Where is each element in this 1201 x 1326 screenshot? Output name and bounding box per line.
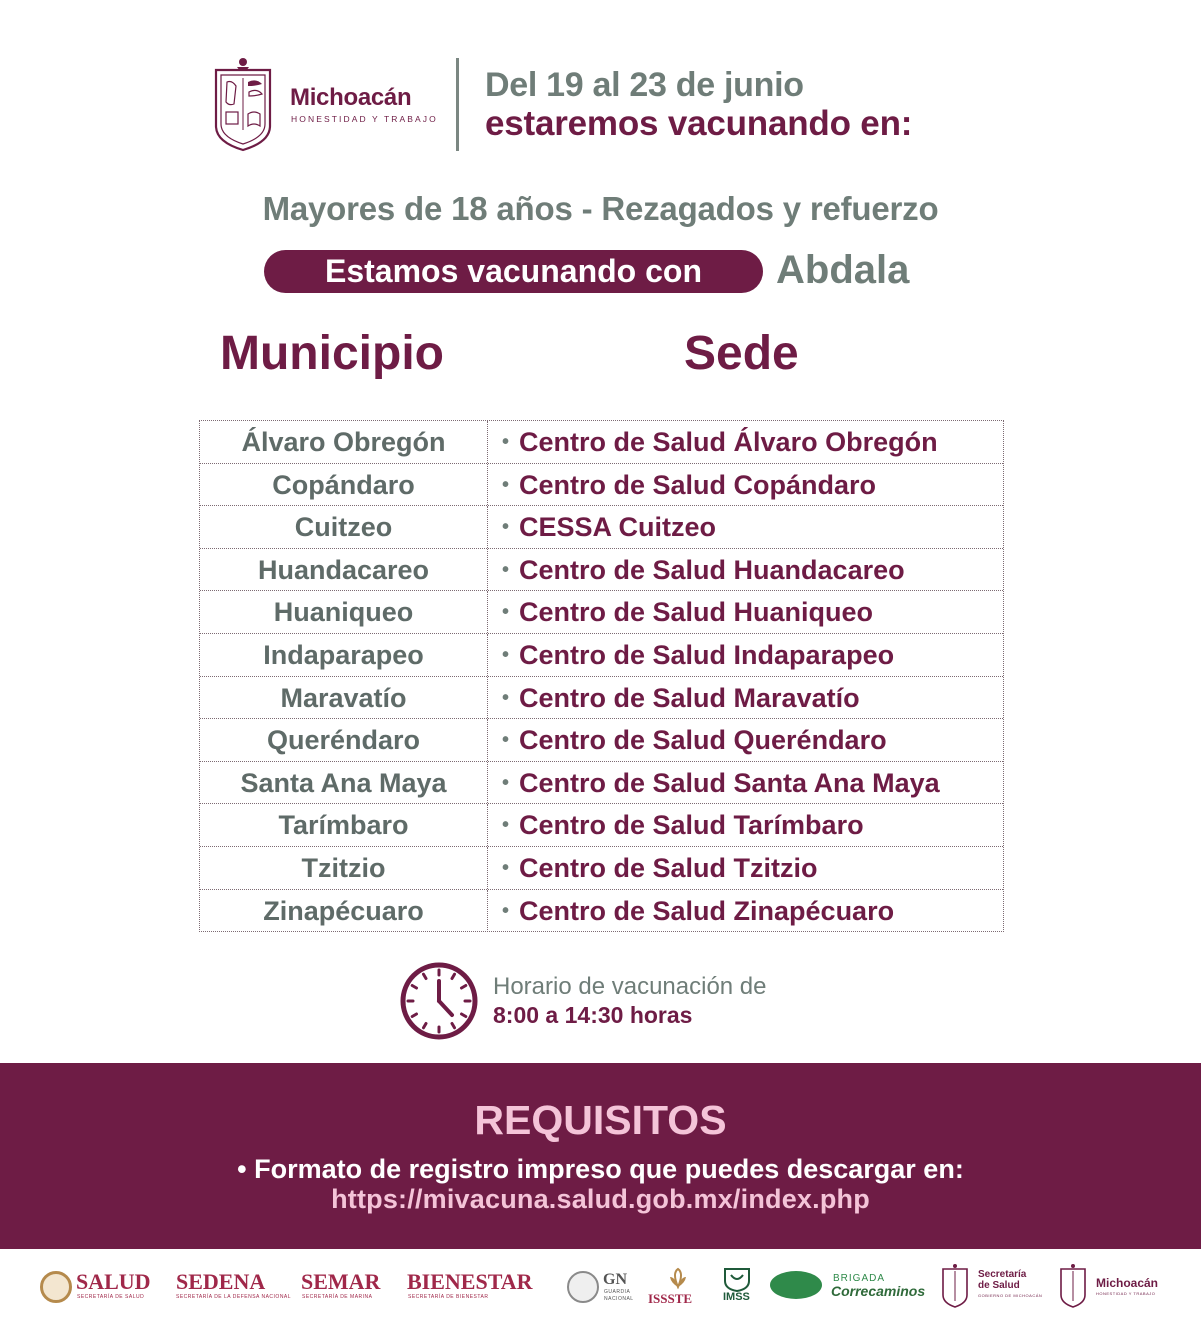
sede-text: CESSA Cuitzeo	[519, 512, 717, 543]
logo-salud-sub: SECRETARÍA DE SALUD	[77, 1294, 145, 1300]
sede-cell	[488, 762, 1003, 804]
logo-sedena: SEDENA	[176, 1269, 266, 1294]
sede-cell	[488, 591, 1003, 633]
brand-motto: HONESTIDAD Y TRABAJO	[291, 114, 438, 124]
sede-cell	[488, 719, 1003, 761]
bullet: •	[502, 729, 510, 752]
sede-cell	[488, 890, 1003, 933]
sede-text: Centro de Salud Indaparapeo	[519, 640, 895, 670]
michoacan-crest-icon	[212, 56, 274, 152]
municipio-cell: Copándaro	[200, 464, 488, 506]
secretaria-salud-crest-icon	[941, 1263, 969, 1309]
sede-cell	[488, 421, 1003, 463]
mexico-seal-icon	[40, 1271, 72, 1303]
logo-sedena-sub: SECRETARÍA DE LA DEFENSA NACIONAL	[176, 1294, 292, 1300]
logo-brigada: BRIGADA	[833, 1273, 886, 1284]
bullet: •	[502, 857, 510, 879]
guardia-nacional-icon	[567, 1271, 599, 1303]
sede-text: Centro de Salud Copándaro	[519, 469, 877, 500]
bullet: •	[502, 516, 510, 539]
brand-name: Michoacán	[290, 84, 412, 111]
table-row	[200, 506, 1003, 549]
imss-icon	[721, 1267, 753, 1293]
table-row	[200, 549, 1003, 592]
requisitos-title: REQUISITOS	[474, 1097, 727, 1143]
table-row	[200, 804, 1003, 847]
bullet: •	[502, 899, 510, 922]
sede-text: Centro de Salud Huandacareo	[519, 554, 905, 585]
table-row	[200, 591, 1003, 634]
bullet: •	[502, 644, 510, 666]
table-row	[200, 719, 1003, 762]
headline: estaremos vacunando en:	[485, 104, 913, 143]
logo-mich: Michoacán	[1096, 1276, 1159, 1290]
table-row	[200, 762, 1003, 805]
municipio-cell: Maravatío	[200, 677, 488, 719]
municipio-cell: Huandacareo	[200, 549, 488, 591]
logo-correcaminos: Correcaminos	[831, 1283, 926, 1299]
logo-ssalud-1: Secretaría	[978, 1269, 1027, 1280]
municipio-cell: Álvaro Obregón	[200, 421, 488, 463]
sedes-table	[199, 420, 1004, 932]
sede-text: Centro de Salud Álvaro Obregón	[519, 427, 938, 457]
correcaminos-icon	[770, 1271, 822, 1299]
sede-cell	[488, 464, 1003, 506]
sede-text: Centro de Salud Queréndaro	[519, 725, 887, 756]
issste-icon	[667, 1267, 689, 1289]
header-divider	[456, 58, 459, 151]
logo-ssalud-sub: GOBIERNO DE MICHOACÁN	[978, 1293, 1043, 1298]
logo-issste: ISSSTE	[648, 1291, 693, 1306]
sede-cell	[488, 634, 1003, 676]
municipio-cell: Cuitzeo	[200, 506, 488, 548]
date-range: Del 19 al 23 de junio	[485, 66, 804, 104]
logo-imss: IMSS	[723, 1291, 750, 1303]
schedule-hours: 8:00 a 14:30 horas	[493, 1002, 693, 1028]
sede-text: Centro de Salud Maravatío	[519, 682, 860, 713]
municipio-cell: Tzitzio	[200, 847, 488, 889]
logo-gn-sub2: NACIONAL	[604, 1296, 634, 1302]
bullet: •	[502, 771, 510, 794]
clock-icon	[399, 961, 479, 1041]
footer-logos	[0, 1249, 1201, 1326]
municipio-cell: Huaniqueo	[200, 591, 488, 633]
municipio-cell: Queréndaro	[200, 719, 488, 761]
registration-link[interactable]: https://mivacuna.salud.gob.mx/index.php	[331, 1184, 870, 1214]
sede-cell	[488, 677, 1003, 719]
sede-text: Centro de Salud Santa Ana Maya	[519, 767, 940, 798]
logo-semar-sub: SECRETARÍA DE MARINA	[302, 1294, 373, 1300]
table-row	[200, 847, 1003, 890]
municipio-cell: Tarímbaro	[200, 804, 488, 846]
table-row	[200, 634, 1003, 677]
bullet: •	[502, 686, 510, 709]
bullet: •	[502, 431, 510, 453]
header	[0, 0, 1201, 170]
municipio-cell: Indaparapeo	[200, 634, 488, 676]
logo-ssalud-2: de Salud	[978, 1280, 1020, 1291]
logo-bienestar-sub: SECRETARÍA DE BIENESTAR	[408, 1294, 489, 1300]
logo-gn-sub1: GUARDIA	[604, 1289, 631, 1295]
sede-cell	[488, 506, 1003, 548]
bullet: •	[502, 473, 510, 496]
bullet: •	[502, 558, 510, 581]
bullet: •	[502, 814, 510, 837]
logo-semar: SEMAR	[301, 1269, 381, 1294]
bullet: •	[502, 601, 510, 624]
header-sede: Sede	[684, 327, 799, 380]
municipio-cell: Zinapécuaro	[200, 890, 488, 933]
sede-cell	[488, 549, 1003, 591]
sede-text: Centro de Salud Huaniqueo	[519, 597, 874, 628]
sede-text: Centro de Salud Zinapécuaro	[519, 895, 895, 926]
schedule-label: Horario de vacunación de	[493, 973, 767, 1000]
michoacan-footer-crest-icon	[1059, 1263, 1087, 1309]
logo-mich-sub: HONESTIDAD Y TRABAJO	[1096, 1291, 1156, 1296]
table-row	[200, 677, 1003, 720]
sede-text: Centro de Salud Tarímbaro	[519, 810, 864, 841]
table-row	[200, 464, 1003, 507]
sede-text: Centro de Salud Tzitzio	[519, 853, 818, 883]
logo-salud: SALUD	[76, 1269, 151, 1294]
sede-cell	[488, 804, 1003, 846]
logo-bienestar: BIENESTAR	[407, 1269, 533, 1294]
vaccine-pill: Estamos vacunando con	[264, 250, 763, 293]
municipio-cell: Santa Ana Maya	[200, 762, 488, 804]
sede-cell	[488, 847, 1003, 889]
logo-gn: GN	[603, 1271, 627, 1288]
audience-text: Mayores de 18 años - Rezagados y refuerzo	[262, 190, 939, 227]
table-row	[200, 890, 1003, 933]
table-row	[200, 421, 1003, 464]
header-municipio: Municipio	[220, 327, 444, 380]
vaccine-name: Abdala	[776, 248, 910, 292]
requisitos-item: • Formato de registro impreso que puedes descargar en:	[237, 1154, 964, 1184]
